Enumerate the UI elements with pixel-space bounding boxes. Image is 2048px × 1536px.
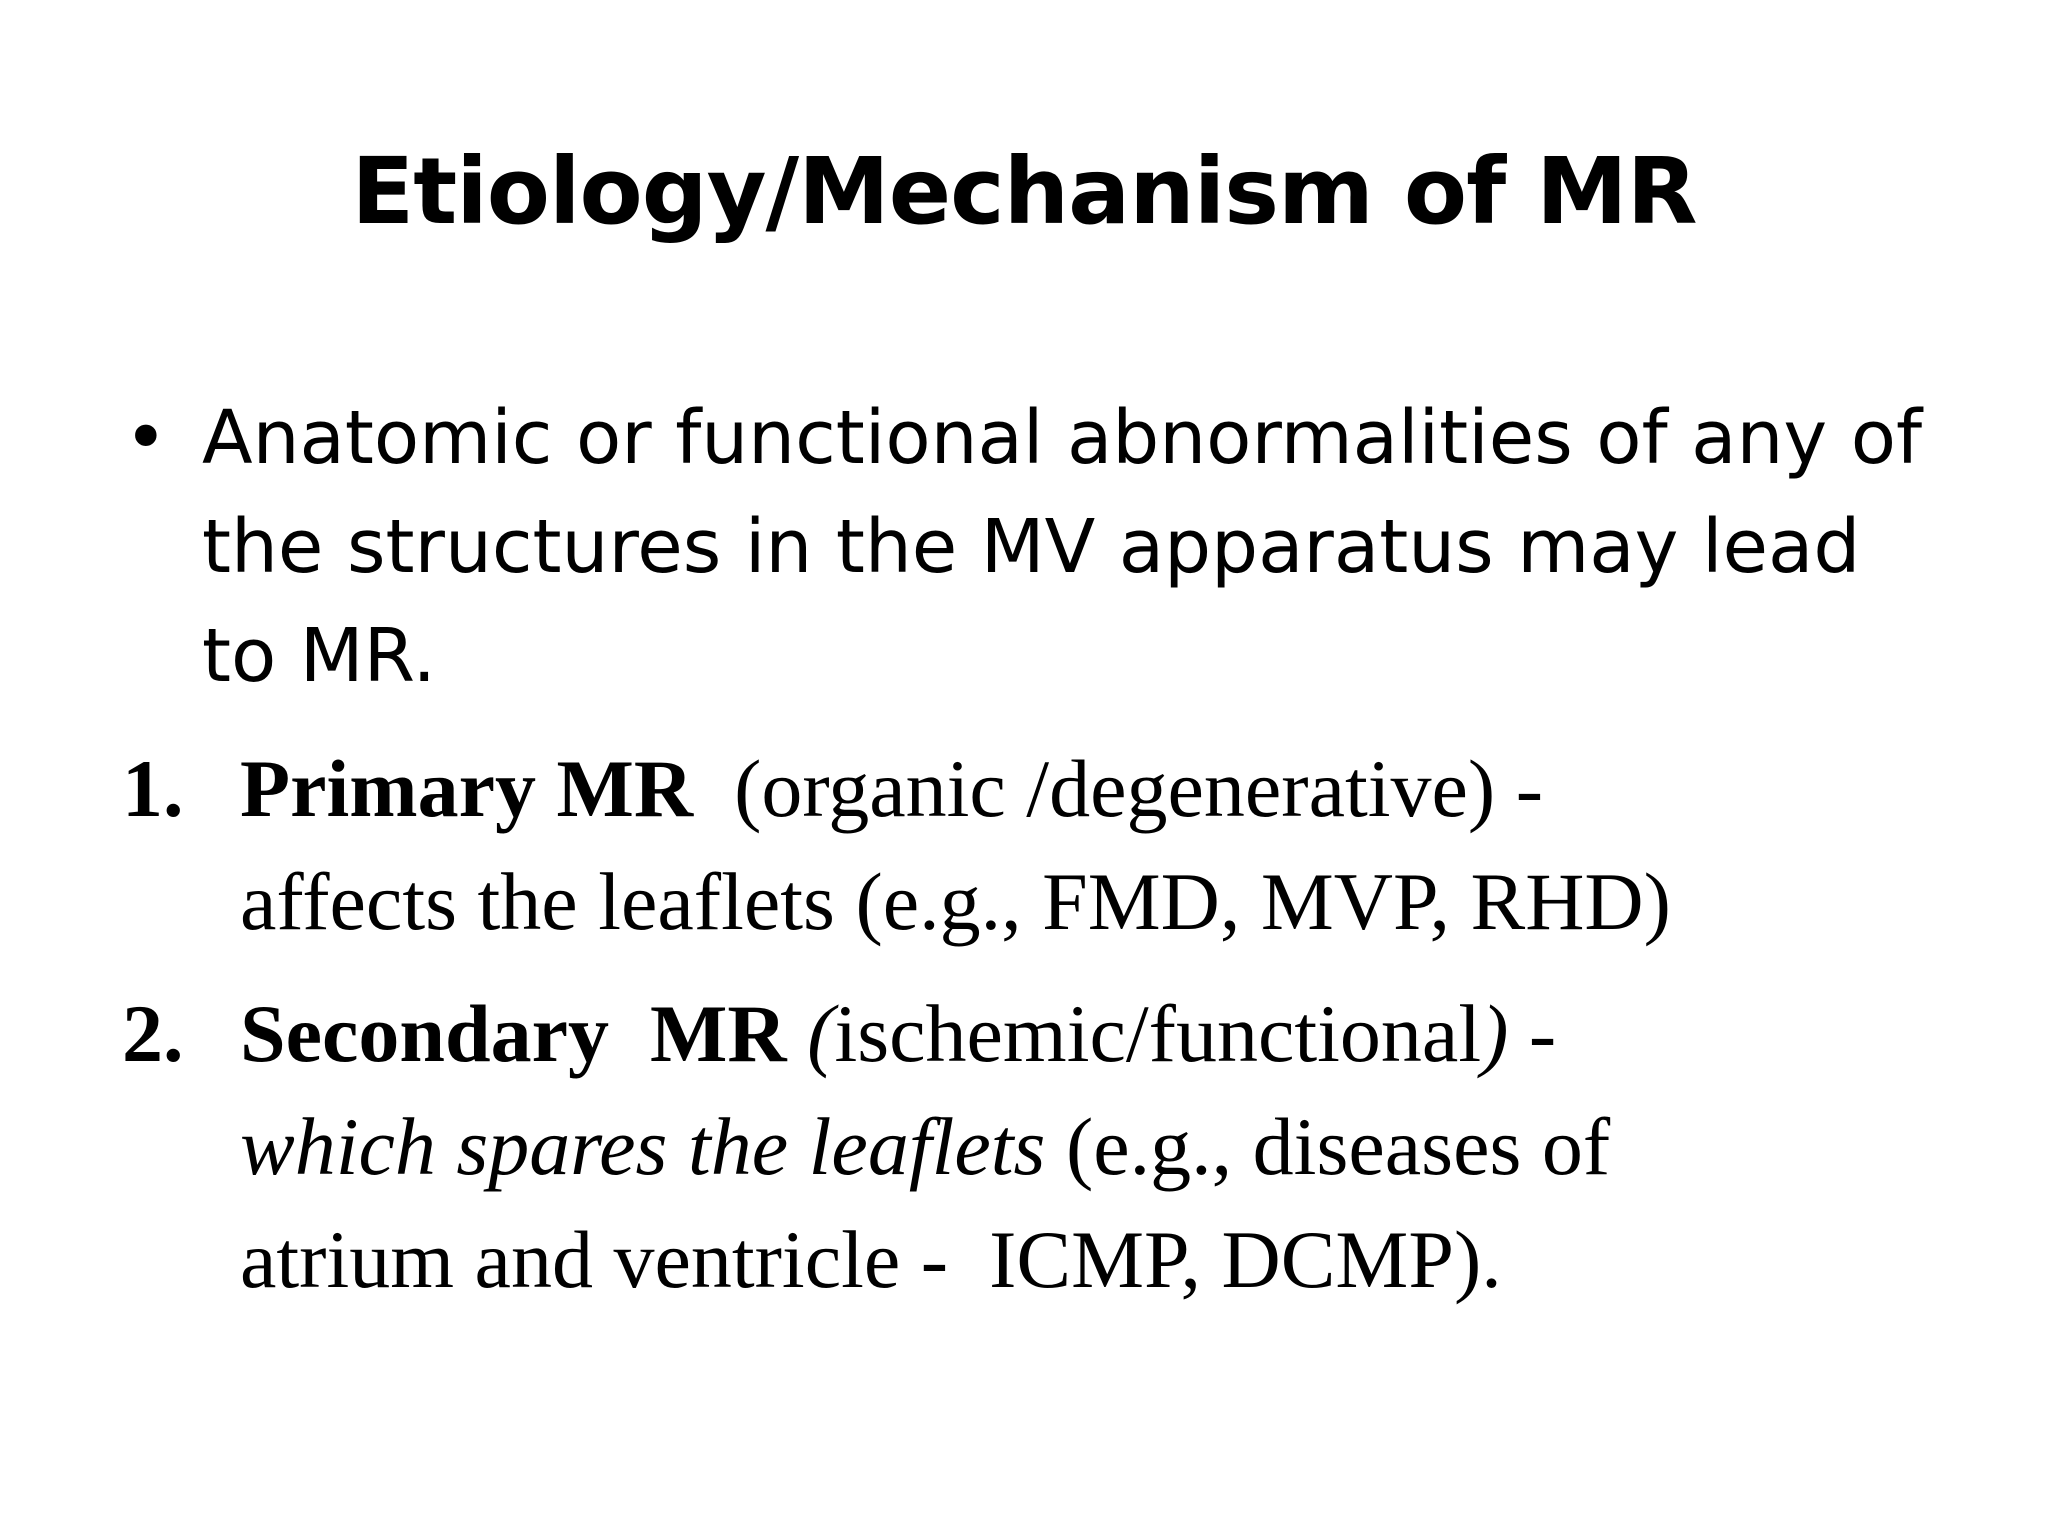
item-line-2 (240, 1090, 1980, 1203)
item-italic-phrase: which spares the leaflets (240, 1101, 1046, 1192)
item-parenthetical: (organic /degenerative) - (693, 743, 1544, 834)
bullet-marker: • (124, 395, 168, 481)
bullet-text (202, 384, 1982, 711)
item-number: 2. (122, 988, 184, 1079)
item-rest-line-2: (e.g., diseases of (1045, 1101, 1611, 1192)
item-open-paren: ( (786, 988, 835, 1079)
item-bold-label: Secondary MR (240, 988, 787, 1079)
item-parenthetical: ischemic/functional (834, 988, 1482, 1079)
item-number: 1. (122, 743, 184, 834)
item-bold-label: Primary MR (240, 743, 694, 834)
item-line-1 (240, 732, 1980, 845)
item-line-3: atrium and ventricle - ICMP, DCMP). (240, 1214, 1502, 1305)
item-line-2: affects the leaflets (e.g., FMD, MVP, RHD) (240, 856, 1671, 947)
bullet-line-3: to MR. (202, 613, 436, 699)
item-close-paren-dash: ) - (1481, 988, 1557, 1079)
bullet-line-2: the structures in the MV apparatus may lead (202, 504, 1861, 590)
item-text (240, 732, 1980, 958)
bullet-line-1: Anatomic or functional abnormalities of any of (202, 395, 1923, 481)
item-text (240, 977, 1980, 1316)
slide-title: Etiology/Mechanism of MR (351, 138, 1697, 245)
item-line-1 (240, 977, 1980, 1090)
